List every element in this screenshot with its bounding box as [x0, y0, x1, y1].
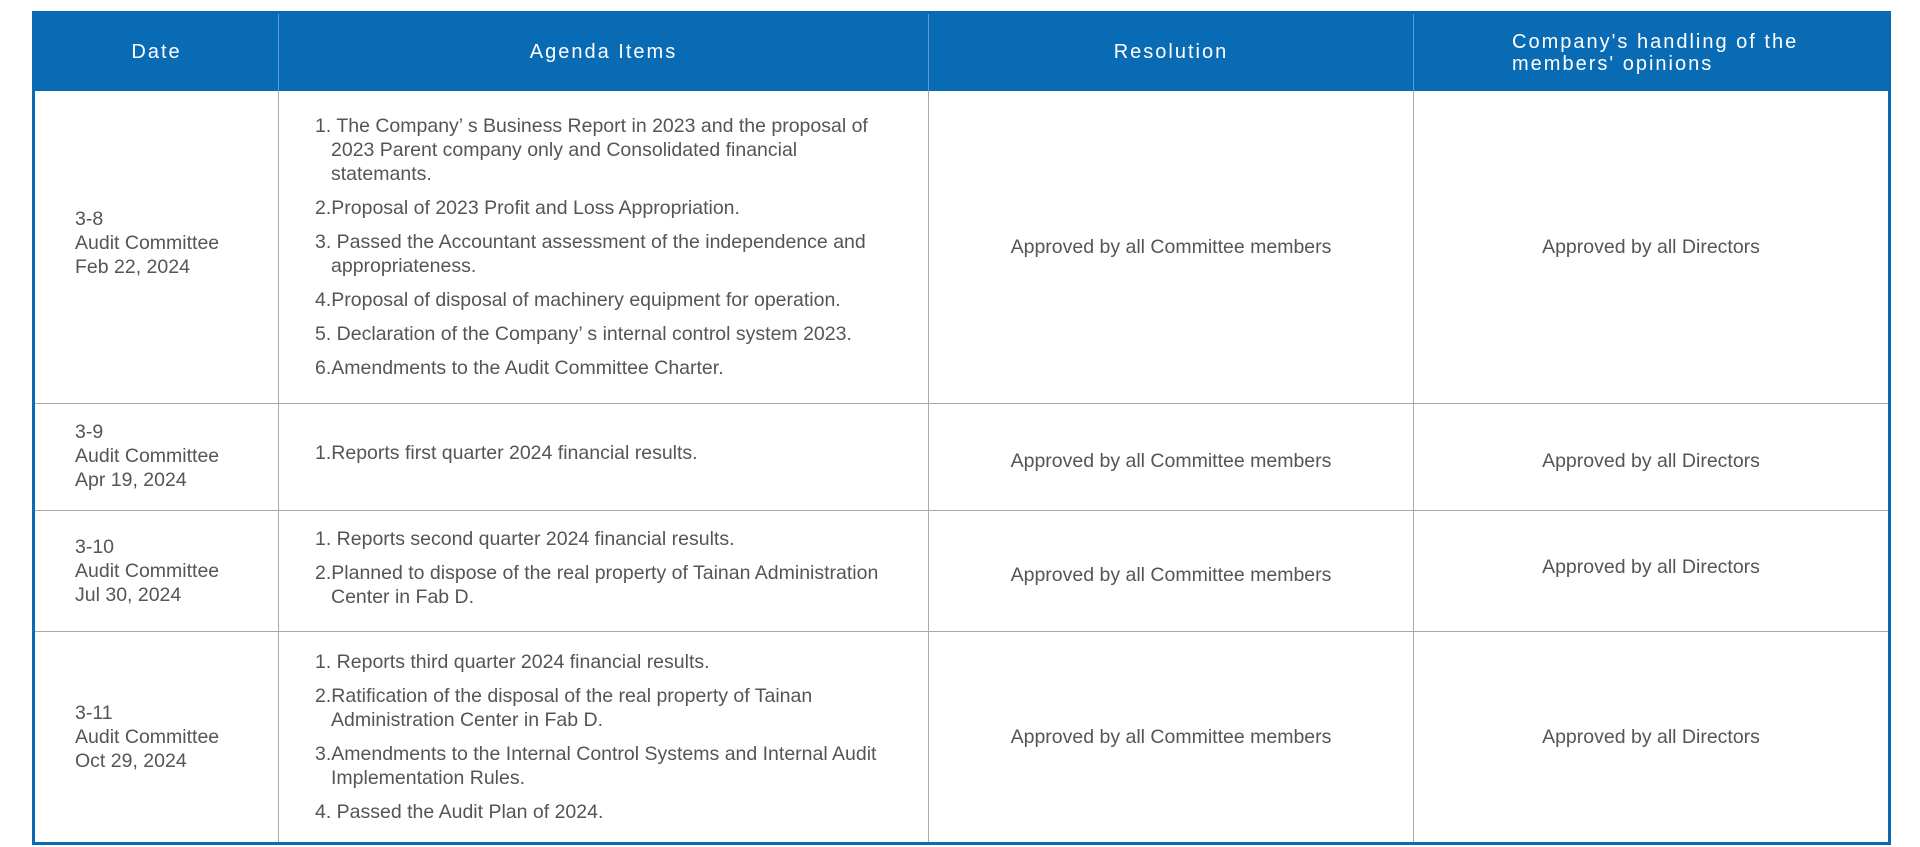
session-number: 3-9 — [75, 421, 104, 443]
agenda-item: 4. Passed the Audit Plan of 2024. — [315, 801, 604, 823]
handling-cell — [1414, 511, 1890, 632]
agenda-item: 1.Reports first quarter 2024 financial results. — [315, 442, 698, 464]
resolution-text: Approved by all Committee members — [1010, 450, 1332, 472]
committee-name: Audit Committee — [75, 445, 220, 467]
header-row — [34, 13, 1890, 92]
agenda-item: 1. Reports third quarter 2024 financial results. — [315, 651, 710, 673]
resolution-cell — [929, 404, 1414, 511]
handling-cell: Approved by all Directors — [1414, 91, 1890, 404]
agenda-list — [315, 114, 898, 380]
agenda-list — [315, 441, 898, 465]
agenda-item: 3.Amendments to the Internal Control Systems and Internal Audit Implementation Rules. — [315, 743, 877, 789]
header-company-handling — [1414, 13, 1890, 92]
handling-text: Approved by all Directors — [1542, 556, 1760, 578]
date-cell — [34, 91, 279, 404]
date-cell — [34, 632, 279, 844]
session-number: 3-8 — [75, 208, 104, 230]
agenda-cell — [279, 632, 929, 844]
header-company-handling-line1: Company's handling of the — [1512, 30, 1799, 53]
agenda-item: 1. Reports second quarter 2024 financial results. — [315, 528, 735, 550]
agenda-list — [315, 527, 898, 609]
agenda-item: 1. The Company’ s Business Report in 2023 and the proposal of 2023 Parent company only and Consolidated financial statemants. — [315, 115, 868, 185]
agenda-cell — [279, 404, 929, 511]
meeting-date: Oct 29, 2024 — [75, 750, 187, 772]
audit-committee-table — [32, 11, 1891, 845]
header-resolution: Resolution — [929, 13, 1414, 92]
agenda-item: 4.Proposal of disposal of machinery equipment for operation. — [315, 289, 841, 311]
agenda-item: 2.Proposal of 2023 Profit and Loss Appropriation. — [315, 197, 740, 219]
handling-text: Approved by all Directors — [1542, 450, 1760, 472]
agenda-item: 5. Declaration of the Company’ s internal control system 2023. — [315, 323, 852, 345]
meeting-date: Feb 22, 2024 — [75, 256, 190, 278]
agenda-cell — [279, 91, 929, 404]
table-row — [34, 632, 1890, 844]
committee-name: Audit Committee — [75, 726, 220, 748]
handling-cell — [1414, 404, 1890, 511]
meeting-date: Jul 30, 2024 — [75, 584, 182, 606]
resolution-cell — [929, 511, 1414, 632]
table-row — [34, 91, 1890, 404]
resolution-cell: Approved by all Committee members — [929, 632, 1414, 844]
agenda-cell — [279, 511, 929, 632]
agenda-item: 2.Planned to dispose of the real property of Tainan Administration Center in Fab D. — [315, 562, 879, 608]
date-cell — [34, 404, 279, 511]
agenda-item: 2.Ratification of the disposal of the real property of Tainan Administration Center in Fab D. — [315, 685, 813, 731]
table-row — [34, 511, 1890, 632]
table-row — [34, 404, 1890, 511]
handling-cell: Approved by all Directors — [1414, 632, 1890, 844]
committee-name: Audit Committee — [75, 560, 220, 582]
agenda-list — [315, 650, 898, 824]
session-number: 3-11 — [75, 702, 113, 724]
session-number: 3-10 — [75, 536, 115, 558]
agenda-item: 6.Amendments to the Audit Committee Charter. — [315, 357, 724, 379]
agenda-item: 3. Passed the Accountant assessment of the independence and appropriateness. — [315, 231, 866, 277]
meeting-date: Apr 19, 2024 — [75, 469, 187, 491]
committee-name: Audit Committee — [75, 232, 220, 254]
header-date: Date — [34, 13, 279, 92]
resolution-text: Approved by all Committee members — [1010, 564, 1332, 586]
header-company-handling-line2: members' opinions — [1512, 52, 1714, 75]
header-agenda-items: Agenda Items — [279, 13, 929, 92]
date-cell — [34, 511, 279, 632]
resolution-cell: Approved by all Committee members — [929, 91, 1414, 404]
